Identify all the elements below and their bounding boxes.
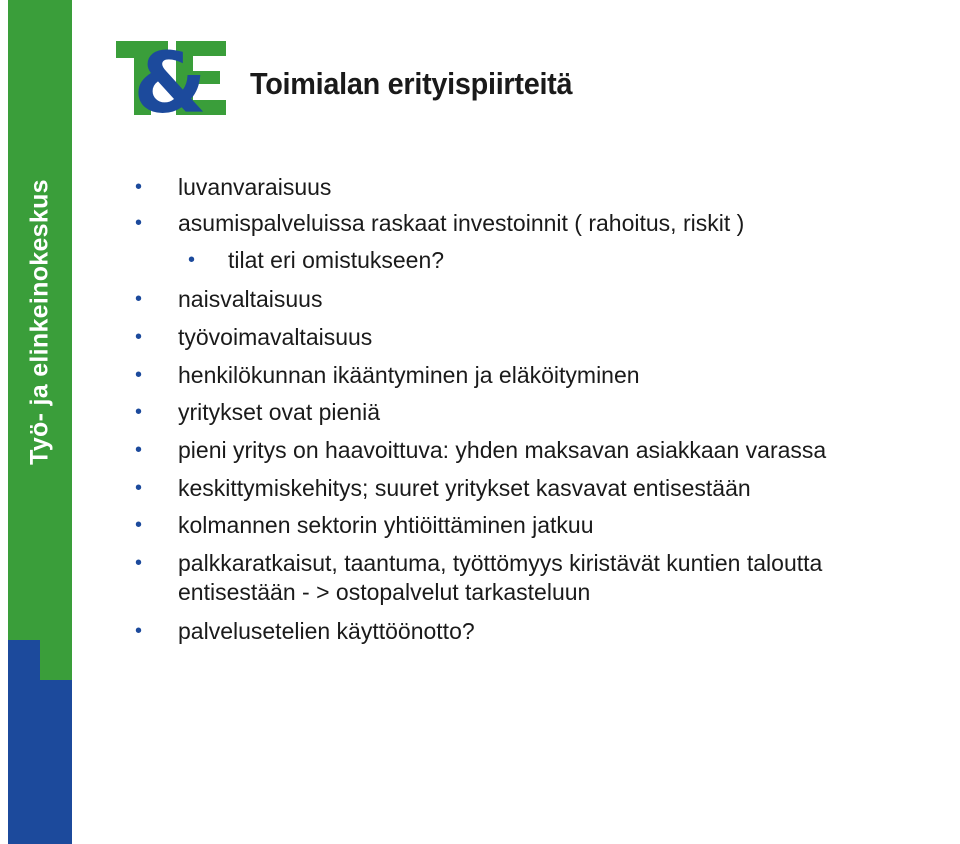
bullet-text: luvanvaraisuus	[178, 174, 332, 200]
bullet-dot-icon: •	[135, 552, 143, 574]
bullet-dot-icon: •	[135, 326, 143, 348]
bullet-item	[0, 209, 960, 237]
bullet-dot-icon: •	[188, 249, 196, 271]
slide-title: Toimialan erityispiirteitä	[250, 66, 573, 101]
bullet-text: tilat eri omistukseen?	[228, 247, 445, 273]
bullet-dot-icon: •	[135, 176, 143, 198]
bullet-item	[0, 173, 960, 201]
bullet-item	[0, 511, 960, 539]
bullet-item	[0, 578, 960, 606]
bullet-text: entisestään - > ostopalvelut tarkasteluun	[178, 579, 591, 605]
bullet-item	[0, 246, 960, 274]
bullet-text: palkkaratkaisut, taantuma, työttömyys kiristävät kuntien taloutta	[178, 550, 823, 576]
bullet-dot-icon: •	[135, 439, 143, 461]
bullet-text: henkilökunnan ikääntyminen ja eläköityminen	[178, 362, 640, 388]
bullet-dot-icon: •	[135, 364, 143, 386]
bullet-item	[0, 474, 960, 502]
bullet-item	[0, 436, 960, 464]
logo-ampersand: &	[133, 38, 207, 118]
bullet-dot-icon: •	[135, 401, 143, 423]
sidebar-label: Työ- ja elinkeinokeskus	[25, 179, 54, 465]
bullet-text: yritykset ovat pieniä	[178, 399, 380, 425]
bullet-text: pieni yritys on haavoittuva: yhden maksavan asiakkaan varassa	[178, 437, 827, 463]
bullet-item	[0, 361, 960, 389]
bullet-item	[0, 617, 960, 645]
bullet-item	[0, 549, 960, 577]
bullet-text: palvelusetelien käyttöönotto?	[178, 618, 475, 644]
bullet-text: keskittymiskehitys; suuret yritykset kasvavat entisestään	[178, 475, 751, 501]
bullet-item	[0, 285, 960, 313]
bullet-text: kolmannen sektorin yhtiöittäminen jatkuu	[178, 512, 594, 538]
bullet-text: asumispalveluissa raskaat investoinnit ( rahoitus, riskit )	[178, 210, 745, 236]
bullet-dot-icon: •	[135, 514, 143, 536]
bullet-dot-icon: •	[135, 477, 143, 499]
bullet-text: naisvaltaisuus	[178, 286, 323, 312]
bullet-item	[0, 398, 960, 426]
bullet-dot-icon: •	[135, 288, 143, 310]
bullet-dot-icon: •	[135, 212, 143, 234]
bullet-item	[0, 323, 960, 351]
bullet-text: työvoimavaltaisuus	[178, 324, 373, 350]
bullet-dot-icon: •	[135, 620, 143, 642]
